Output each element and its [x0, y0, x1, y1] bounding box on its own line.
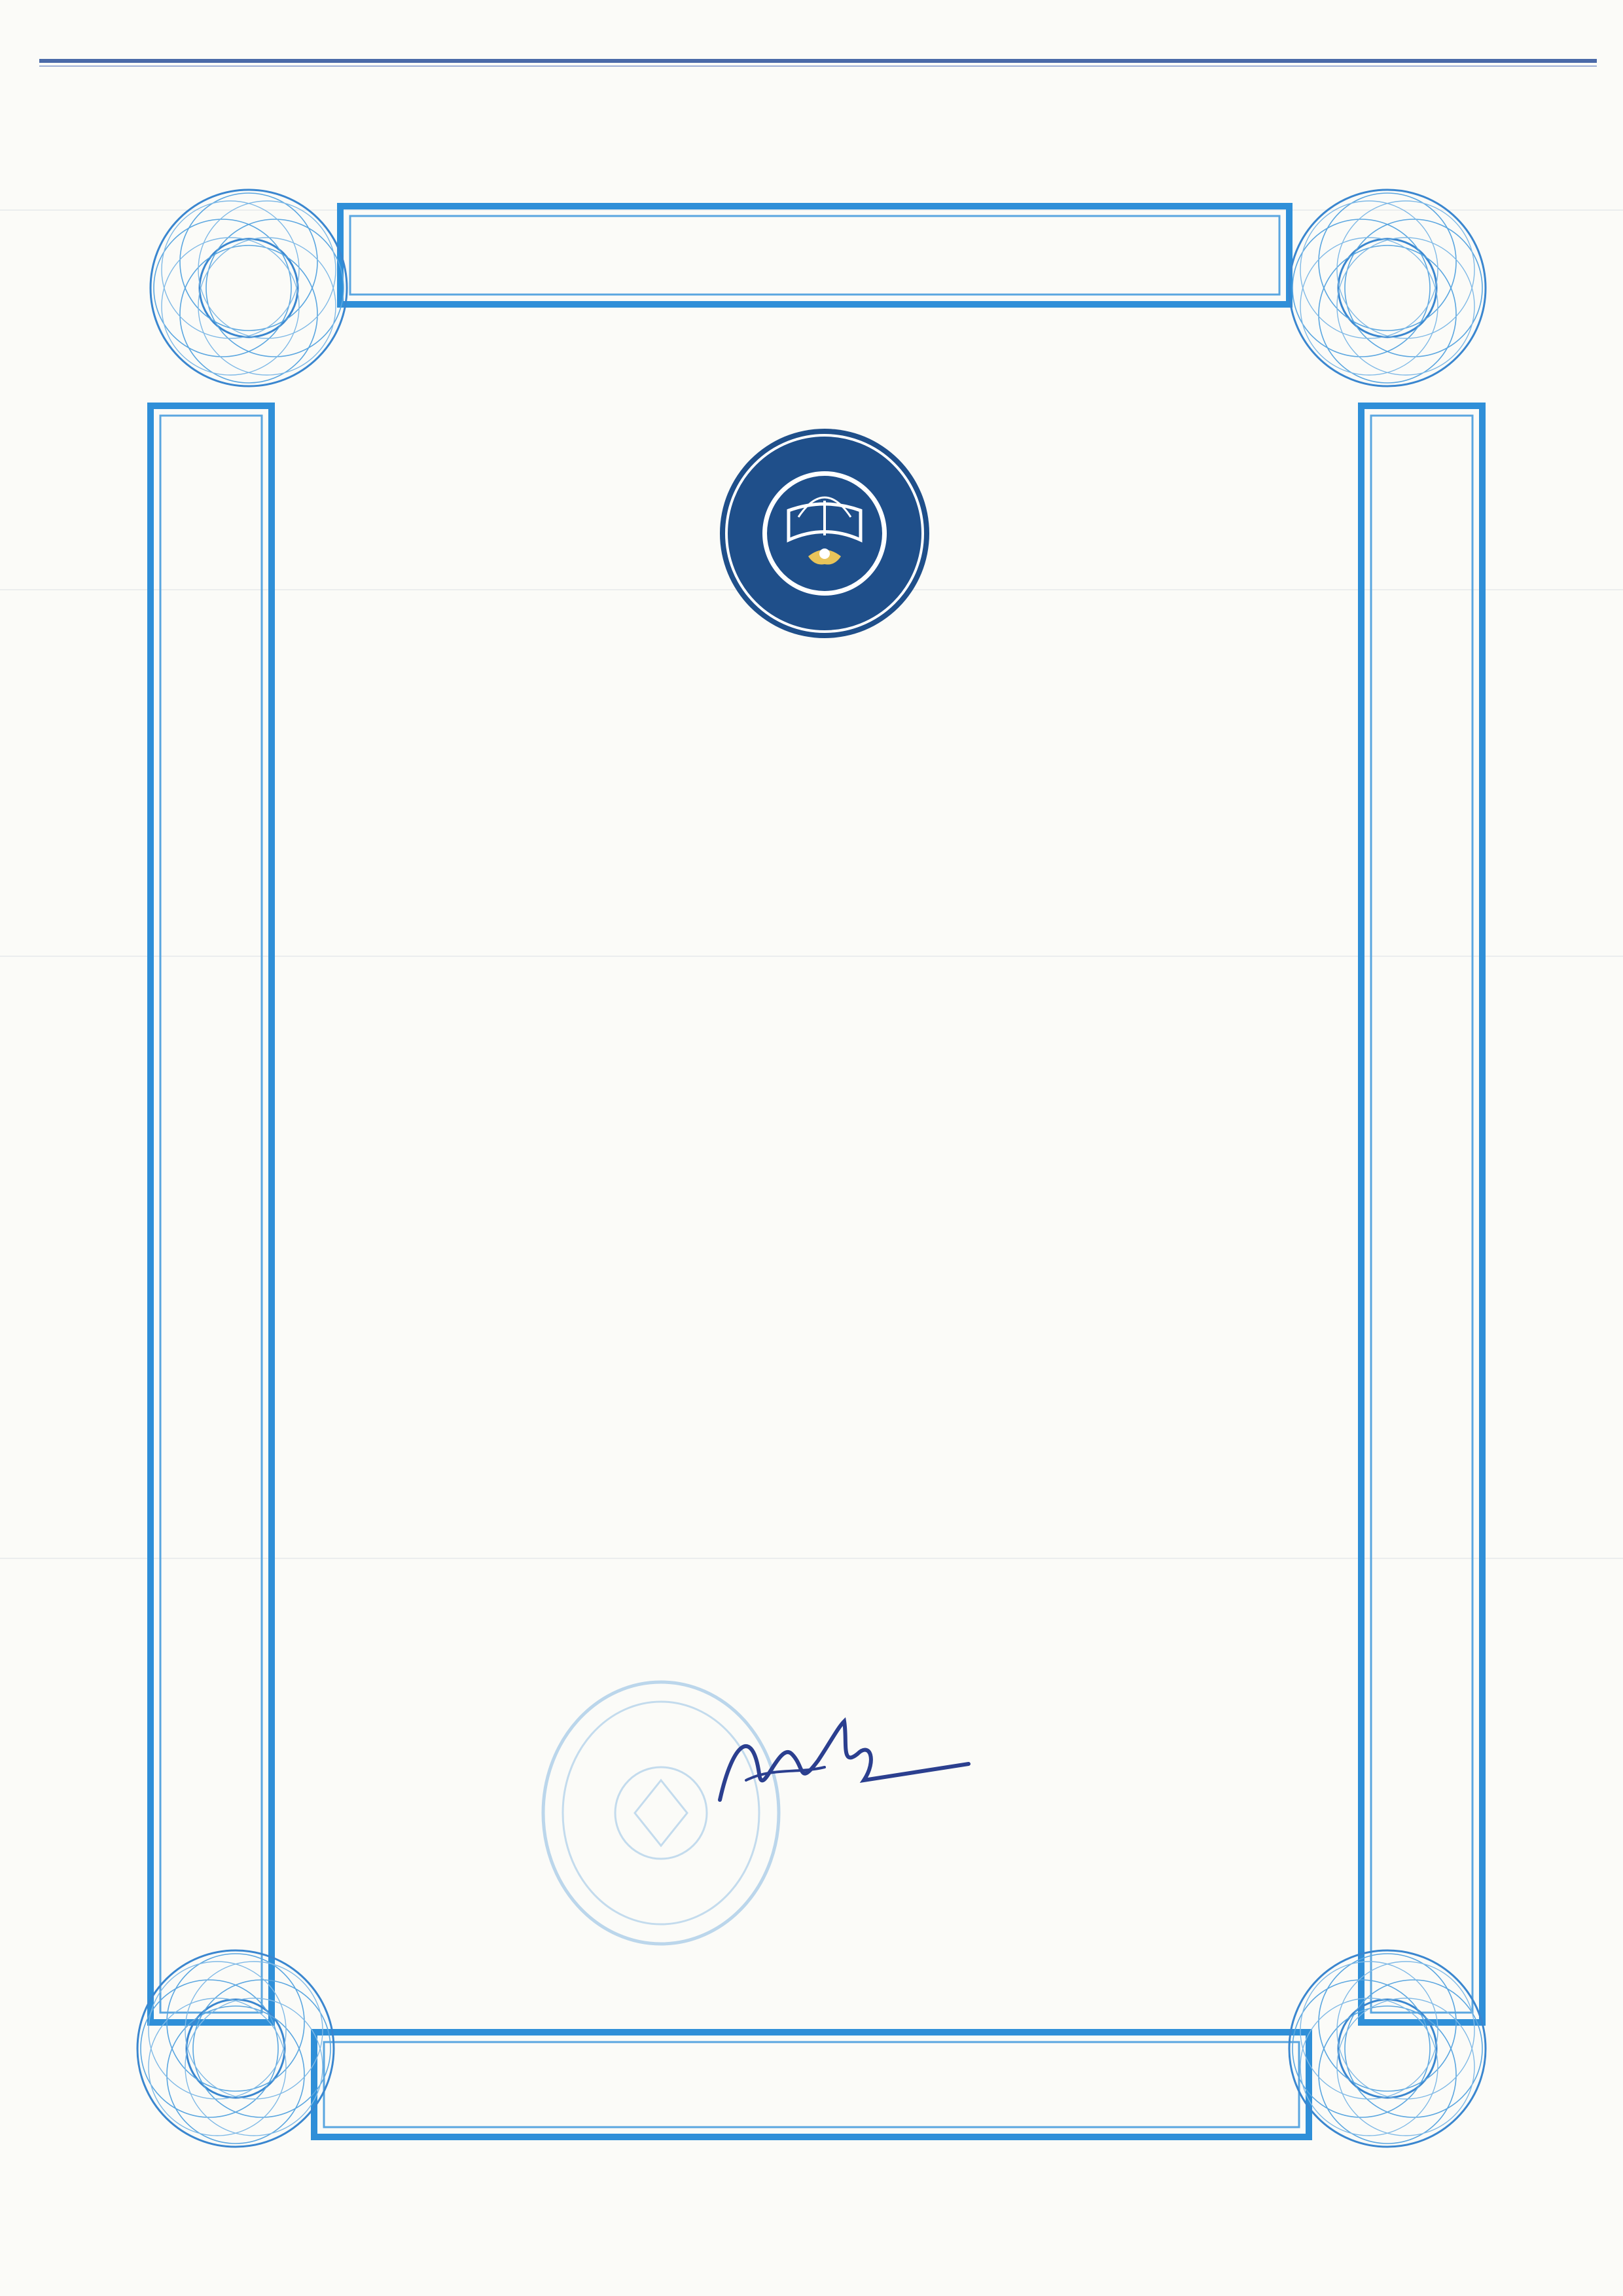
head-signature [707, 1702, 982, 1820]
department-emblem [717, 425, 933, 641]
